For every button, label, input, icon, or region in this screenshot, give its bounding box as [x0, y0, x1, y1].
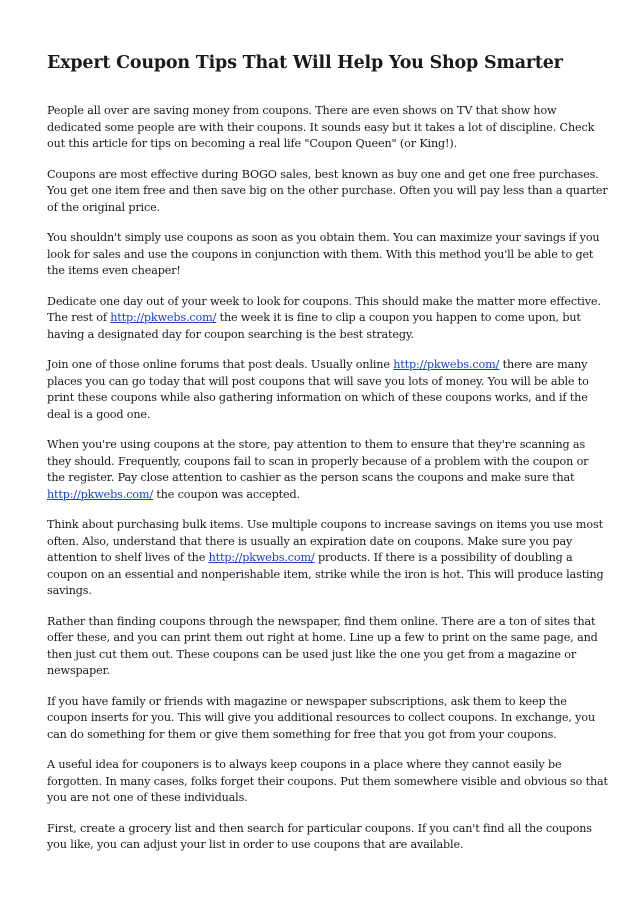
text-line: places you can go today that will post coupons that will save you lots of money. You will be able to — [47, 374, 589, 388]
text-line — [47, 550, 592, 567]
paragraph-8 — [47, 614, 598, 680]
text-segment: attention to shelf lives of the — [47, 551, 206, 564]
text-line: People all over are saving money from coupons. There are even shows on TV that show how — [47, 104, 557, 117]
text-line: often. Also, understand that there is usually an expiration date on coupons. Make sure you pay — [47, 534, 573, 548]
pkwebs-link[interactable]: http://pkwebs.com/ — [47, 487, 153, 501]
paragraph-1 — [47, 103, 595, 153]
text-line: can do something for them or give them something for free that you got from your coupons. — [47, 727, 557, 741]
text-line: Coupons are most effective during BOGO sales, best known as buy one and get one free purchases. — [47, 167, 599, 181]
text-line — [47, 310, 592, 327]
paragraph-7 — [47, 517, 604, 600]
text-line — [47, 487, 592, 504]
paragraph-10 — [47, 757, 608, 807]
pkwebs-link[interactable]: http://pkwebs.com/ — [208, 551, 315, 564]
text-line: coupon inserts for you. This will give you additional resources to collect coupons. In exchange, you — [47, 711, 595, 724]
text-line: you are not one of these individuals. — [47, 791, 248, 804]
text-line: dedicated some people are with their coupons. It sounds easy but it takes a lot of discipline. Check — [47, 120, 595, 134]
text-line: having a designated day for coupon searching is the best strategy. — [47, 327, 414, 341]
text-line: A useful idea for couponers is to always keep coupons in a place where they cannot easily be — [47, 758, 562, 771]
text-line: the items even cheaper! — [47, 264, 181, 277]
paragraph-6 — [47, 437, 592, 503]
text-segment: there are many — [502, 358, 588, 371]
text-line: When you're using coupons at the store, pay attention to them to ensure that they're scanning as — [47, 438, 586, 451]
text-line: forgotten. In many cases, folks forget their coupons. Put them somewhere visible and obvious so that — [47, 774, 608, 788]
pkwebs-link[interactable]: http://pkwebs.com/ — [393, 358, 500, 371]
paragraph-2 — [47, 167, 608, 217]
text-line: savings. — [47, 584, 92, 597]
text-line: you like, you can adjust your list in order to use coupons that are available. — [47, 838, 464, 851]
pkwebs-link[interactable]: http://pkwebs.com/ — [110, 311, 217, 324]
text-line: Rather than finding coupons through the newspaper, find them online. There are a ton of sites that — [47, 614, 596, 628]
text-line: they should. Frequently, coupons fail to scan in properly because of a problem with the coupon or — [47, 454, 589, 468]
text-segment: the week it is fine to clip a coupon you happen to come upon, but — [219, 311, 581, 324]
paragraph-4 — [47, 294, 601, 344]
text-line: newspaper. — [47, 664, 110, 677]
text-line: print these coupons while also gathering information on which of these coupons works, and if the — [47, 391, 588, 404]
text-line: You shouldn't simply use coupons as soon as you obtain them. You can maximize your savings if you — [47, 231, 600, 244]
text-line — [47, 357, 592, 374]
text-line: then just cut them out. These coupons can be used just like the one you get from a magazine or — [47, 647, 577, 661]
text-segment: the coupon was accepted. — [156, 487, 300, 501]
paragraph-5 — [47, 357, 592, 423]
text-line: Dedicate one day out of your week to look for coupons. This should make the matter more effective. — [47, 294, 601, 308]
text-segment: Join one of those online forums that post deals. Usually online — [47, 358, 390, 371]
text-segment: products. If there is a possibility of doubling a — [317, 551, 573, 564]
text-line: First, create a grocery list and then search for particular coupons. If you can't find all the coupons — [47, 821, 592, 835]
text-line: Think about purchasing bulk items. Use multiple coupons to increase savings on items you use most — [47, 518, 603, 531]
text-line: look for sales and use the coupons in conjunction with them. With this method you'll be able to get — [47, 247, 594, 261]
text-line: deal is a good one. — [47, 407, 151, 421]
article-title: Expert Coupon Tips That Will Help You Shop Smarter — [47, 53, 563, 73]
text-line: the register. Pay close attention to cashier as the person scans the coupons and make sure that — [47, 471, 575, 484]
paragraph-9 — [47, 694, 595, 744]
text-line: of the original price. — [47, 200, 160, 214]
text-line: You get one item free and then save big on the other purchase. Often you will pay less than a quarter — [47, 184, 608, 197]
paragraph-3 — [47, 230, 600, 280]
text-line: out this article for tips on becoming a real life "Coupon Queen" (or King!). — [47, 137, 458, 150]
text-line: coupon on an essential and nonperishable item, strike while the iron is hot. This will produce lasting — [47, 567, 604, 581]
text-line: offer these, and you can print them out right at home. Line up a few to print on the same page, and — [47, 631, 598, 644]
paragraph-11 — [47, 821, 592, 854]
text-line: If you have family or friends with magazine or newspaper subscriptions, ask them to keep the — [47, 694, 567, 708]
text-segment: The rest of — [47, 311, 107, 324]
